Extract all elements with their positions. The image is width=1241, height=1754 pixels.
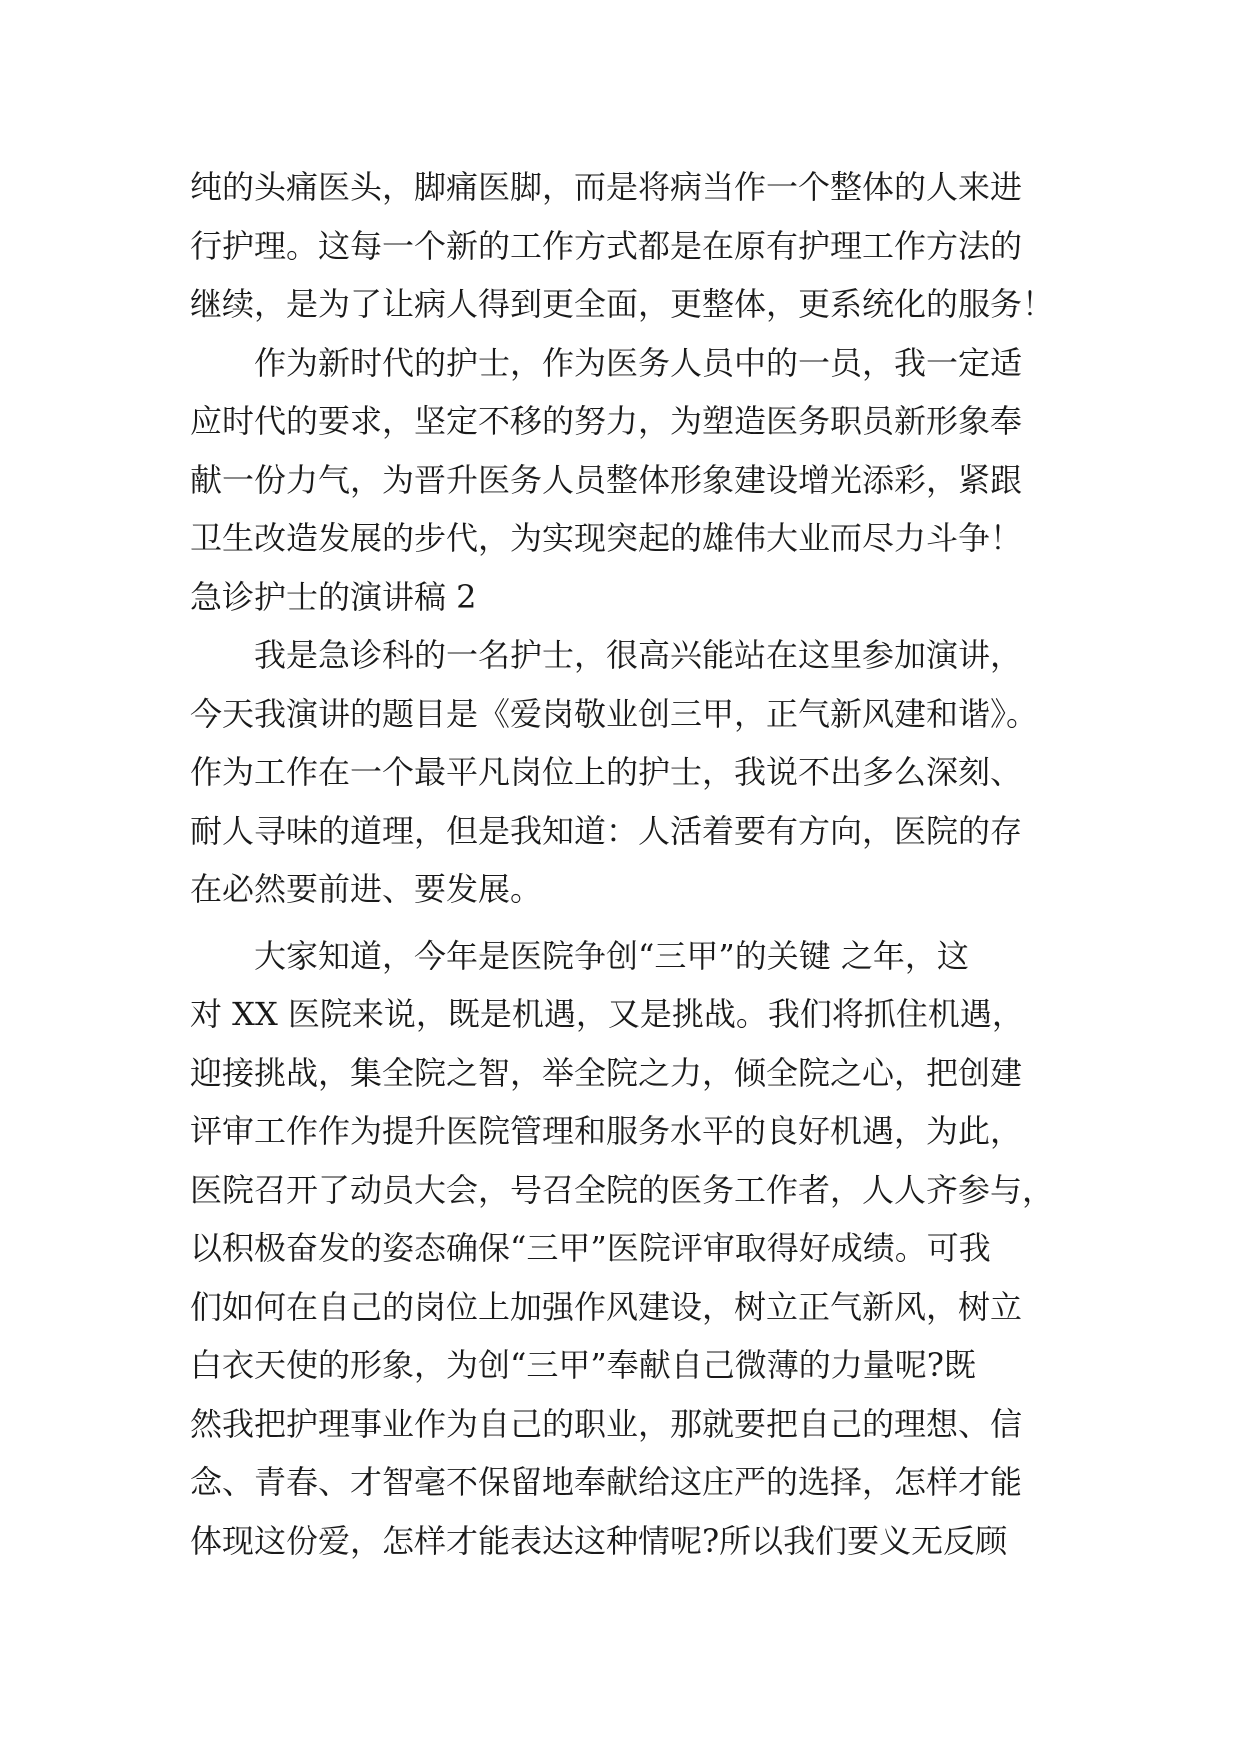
text-line: 在必然要前进、要发展。 [190,870,543,908]
text-line: 应时代的要求，坚定不移的努力，为塑造医务职员新形象奉 [190,402,1023,440]
text-line: 然我把护理事业作为自己的职业，那就要把自己的理想、信 [190,1404,1023,1443]
text-line: 念、青春、才智毫不保留地奉献给这庄严的选择，怎样才能 [190,1463,1023,1501]
text-line: 白衣天使的形象，为创“三甲”奉献自己微薄的力量呢?既 [190,1346,976,1384]
text-line: 继续，是为了让病人得到更全面，更整体，更系统化的服务！ [190,285,1055,323]
text-line: 对 XX 医院来说，既是机遇，又是挑战。我们将抓住机遇， [190,995,1024,1033]
paragraph-first-line: 作为新时代的护士，作为医务人员中的一员，我一定适 [254,343,1023,382]
section-heading: 急诊护士的演讲稿 2 [190,577,477,616]
paragraph-first-line: 大家知道，今年是医院争创“三甲”的关键 之年，这 [254,936,969,975]
text-line: 以积极奋发的姿态确保“三甲”医院评审取得好成绩。可我 [190,1229,991,1267]
text-line: 耐人寻味的道理，但是我知道：人活着要有方向，医院的存 [190,811,1023,850]
text-line: 卫生改造发展的步代，为实现突起的雄伟大业而尽力斗争！ [190,519,1023,557]
text-line: 献一份力气，为晋升医务人员整体形象建设增光添彩，紧跟 [190,460,1023,499]
paragraph-first-line: 我是急诊科的一名护士，很高兴能站在这里参加演讲， [254,636,1023,674]
document-body [190,158,1070,1570]
text-line: 评审工作作为提升医院管理和服务水平的良好机遇，为此， [190,1112,1023,1150]
text-line: 们如何在自己的岗位上加强作风建设，树立正气新风，树立 [190,1287,1023,1326]
text-line: 医院召开了动员大会，号召全院的医务工作者，人人齐参与， [190,1170,1055,1209]
text-line: 今天我演讲的题目是《爱岗敬业创三甲，正气新风建和谐》。 [190,694,1039,733]
text-line: 迎接挑战，集全院之智，举全院之力，倾全院之心，把创建 [190,1053,1023,1092]
text-line: 作为工作在一个最平凡岗位上的护士，我说不出多么深刻、 [190,753,1023,791]
text-line: 纯的头痛医头，脚痛医脚，而是将病当作一个整体的人来进 [190,168,1023,206]
text-line: 行护理。这每一个新的工作方式都是在原有护理工作方法的 [190,226,1023,265]
text-line: 体现这份爱，怎样才能表达这种情呢?所以我们要义无反顾 [190,1521,1008,1560]
